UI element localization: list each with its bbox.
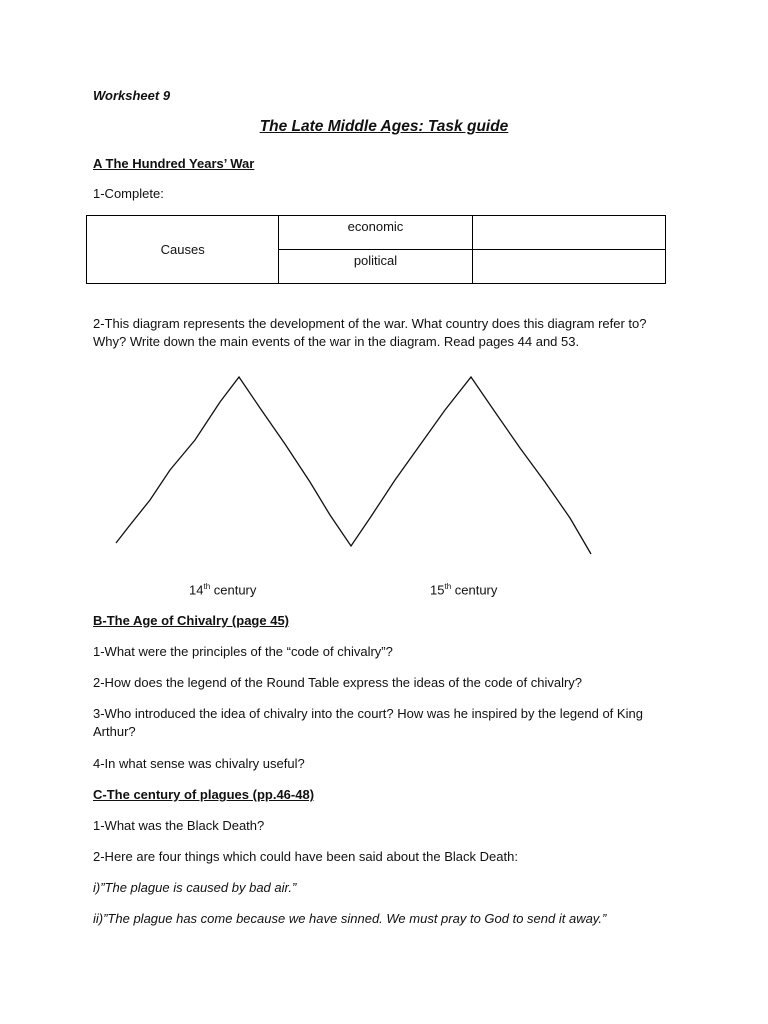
question-b2: 2-How does the legend of the Round Table express the ideas of the code of chivalry? [93, 675, 583, 690]
table-row [87, 216, 666, 250]
question-c2: 2-Here are four things which could have been said about the Black Death: [93, 849, 518, 864]
zigzag-line [116, 377, 591, 554]
economic-answer-cell [472, 216, 665, 250]
quote-ii: ii)”The plague has come because we have sinned. We must pray to God to send it away.” [93, 911, 607, 926]
question-b4: 4-In what sense was chivalry useful? [93, 756, 305, 771]
page-title: The Late Middle Ages: Task guide [259, 118, 509, 135]
economic-cell: economic [279, 216, 472, 250]
question-b1: 1-What were the principles of the “code of chivalry”? [93, 644, 393, 659]
section-c-heading: C-The century of plagues (pp.46-48) [93, 787, 315, 802]
question-b3-line2: Arthur? [93, 724, 136, 739]
causes-table [86, 215, 666, 284]
question-a2-line2: Why? Write down the main events of the war in the diagram. Read pages 44 and 53. [93, 334, 580, 349]
political-answer-cell [472, 250, 665, 284]
section-a-heading: A The Hundred Years’ War [93, 156, 255, 171]
question-a1: 1-Complete: [93, 186, 164, 201]
war-zigzag-diagram [0, 360, 768, 560]
question-b3-line1: 3-Who introduced the idea of chivalry into the court? How was he inspired by the legend of King [93, 706, 643, 721]
causes-header-cell: Causes [87, 216, 279, 284]
quote-i: i)”The plague is caused by bad air.” [93, 880, 297, 895]
question-c1: 1-What was the Black Death? [93, 818, 265, 833]
label-14th-century: 14th century [189, 582, 257, 598]
question-a2-line1: 2-This diagram represents the development of the war. What country does this diagram refer to? [93, 316, 647, 331]
worksheet-label: Worksheet 9 [93, 88, 171, 103]
label-15th-century: 15th century [430, 582, 498, 598]
section-b-heading: B-The Age of Chivalry (page 45) [93, 613, 289, 628]
political-cell: political [279, 250, 472, 284]
